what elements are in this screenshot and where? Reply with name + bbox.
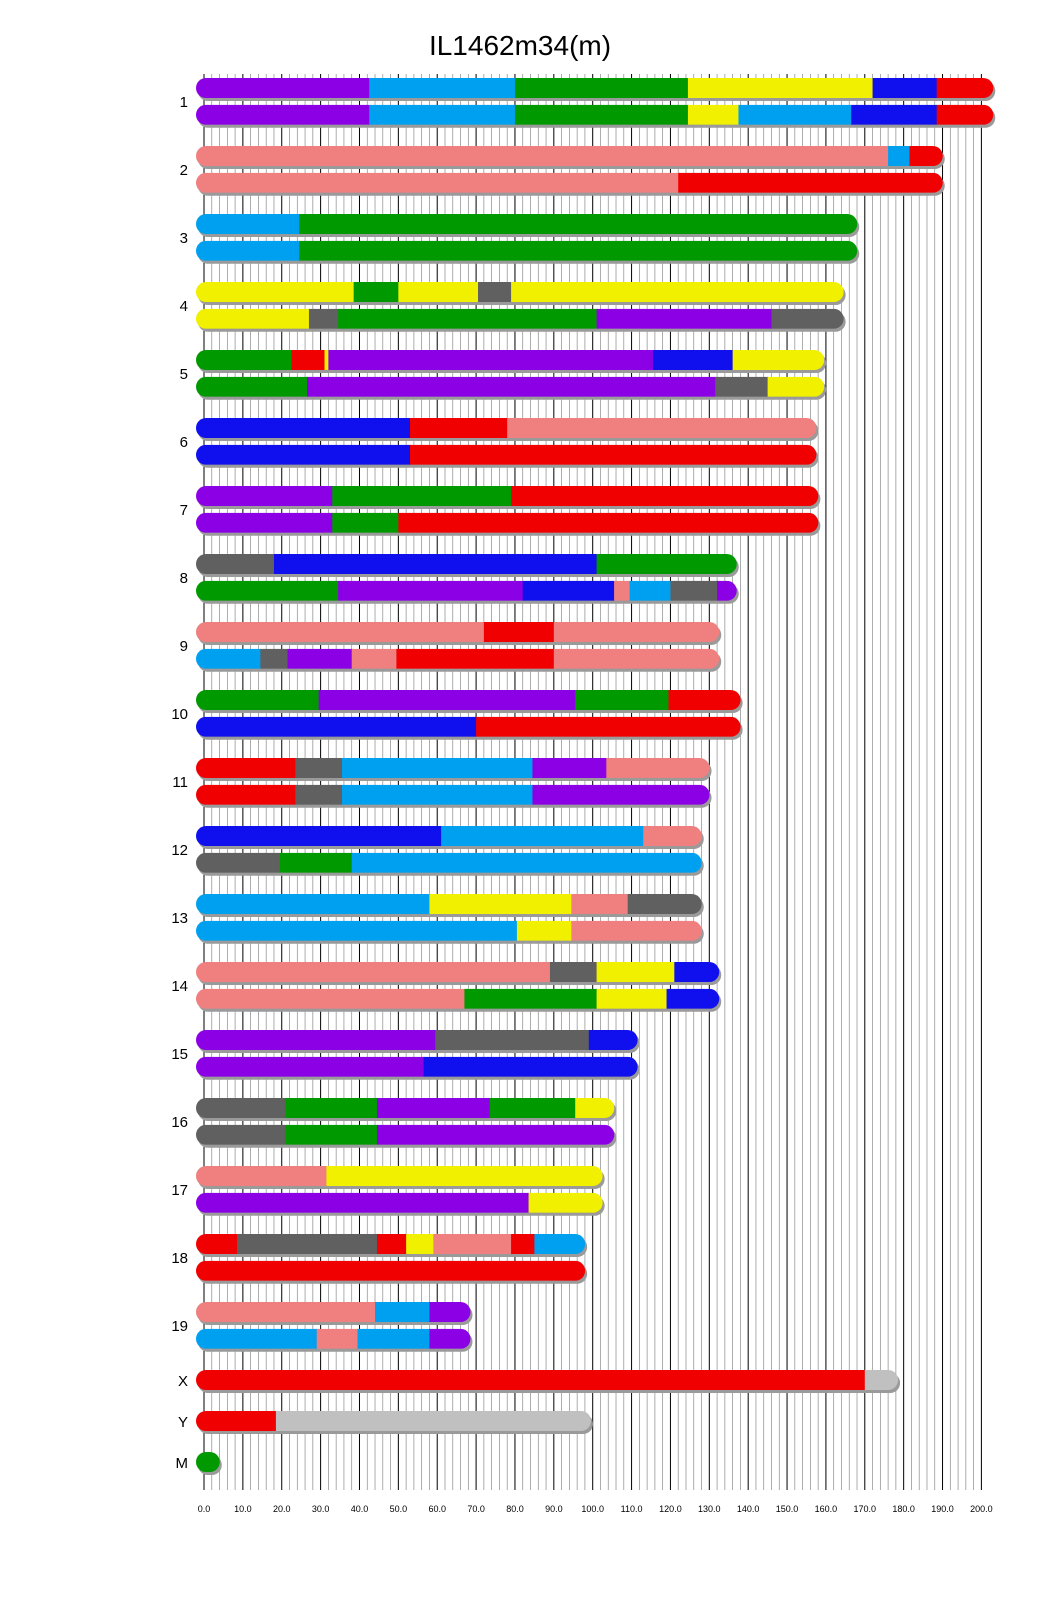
segment-green xyxy=(196,1452,220,1472)
haplotype-bar xyxy=(196,1057,638,1077)
segment-red xyxy=(511,1234,535,1254)
segment-lightblue xyxy=(369,105,515,125)
x-tick-label: 100.0 xyxy=(581,1504,604,1514)
chromosome-label: 6 xyxy=(179,433,188,451)
haplotype-bar xyxy=(196,282,844,302)
segment-yellow xyxy=(597,989,668,1009)
segment-lightblue xyxy=(196,214,300,234)
chromosome-label: 11 xyxy=(172,773,188,791)
segment-green xyxy=(196,690,319,710)
segment-red xyxy=(396,649,554,669)
haplotype-bar xyxy=(196,78,994,98)
x-tick-label: 20.0 xyxy=(272,1504,291,1514)
haplotype-bar xyxy=(196,1452,220,1472)
segment-gray xyxy=(295,758,342,778)
haplotype-bar xyxy=(196,377,825,397)
segment-lightgray xyxy=(865,1370,899,1390)
segment-yellow xyxy=(597,962,675,982)
segment-lightblue xyxy=(375,1302,430,1322)
chromosome-5 xyxy=(196,350,826,400)
segment-green xyxy=(196,350,292,370)
chromosome-17 xyxy=(196,1166,605,1216)
segment-yellow xyxy=(398,282,478,302)
haplotype-bar xyxy=(196,1234,586,1254)
segment-blue xyxy=(851,105,937,125)
segment-lightblue xyxy=(342,758,533,778)
x-tick-label: 90.0 xyxy=(545,1504,563,1514)
x-tick-label: 60.0 xyxy=(428,1504,446,1514)
segment-purple xyxy=(429,1302,471,1322)
x-tick-label: 40.0 xyxy=(350,1504,369,1514)
x-tick-label: 50.0 xyxy=(389,1504,408,1514)
segment-lightblue xyxy=(196,649,261,669)
chromosome-X xyxy=(196,1370,900,1393)
haplotype-bar xyxy=(196,1329,471,1349)
segment-blue xyxy=(274,554,597,574)
segment-lightblue xyxy=(352,853,703,873)
segment-salmon xyxy=(196,989,465,1009)
segment-purple xyxy=(377,1098,490,1118)
segment-yellow xyxy=(429,894,571,914)
chromosome-labels xyxy=(171,94,188,1472)
x-tick-label: 80.0 xyxy=(506,1504,524,1514)
segment-red xyxy=(511,486,819,506)
chromosome-label: 4 xyxy=(179,297,188,315)
segment-gray xyxy=(550,962,597,982)
segment-blue xyxy=(653,350,733,370)
haplotype-bar xyxy=(196,146,943,166)
haplotype-bar xyxy=(196,214,858,234)
haplotype-bar xyxy=(196,1302,471,1322)
segment-lightblue xyxy=(738,105,851,125)
chromosome-2 xyxy=(196,146,945,196)
x-tick-label: 130.0 xyxy=(698,1504,721,1514)
segment-yellow xyxy=(511,282,844,302)
chromosome-Y xyxy=(196,1411,593,1434)
x-axis-ticks xyxy=(198,1504,993,1514)
chromosome-label: 3 xyxy=(179,229,188,247)
segment-gray xyxy=(772,309,845,329)
segment-red xyxy=(398,513,819,533)
segment-green xyxy=(515,78,689,98)
haplotype-bar xyxy=(196,690,741,710)
chromosome-19 xyxy=(196,1302,472,1352)
segment-blue xyxy=(196,717,477,737)
segment-gray xyxy=(196,554,275,574)
segment-green xyxy=(286,1125,378,1145)
segment-red xyxy=(196,785,296,805)
segment-salmon xyxy=(317,1329,358,1349)
segment-green xyxy=(299,214,858,234)
segment-green xyxy=(490,1098,576,1118)
segment-red xyxy=(678,173,943,193)
segment-purple xyxy=(196,1057,424,1077)
x-tick-label: 120.0 xyxy=(659,1504,682,1514)
segment-yellow xyxy=(324,350,328,370)
segment-purple xyxy=(196,105,370,125)
segment-green xyxy=(286,1098,378,1118)
haplotype-bar xyxy=(196,853,702,873)
segment-gray xyxy=(260,649,288,669)
haplotype-bar xyxy=(196,649,720,669)
haplotype-bar xyxy=(196,554,737,574)
segment-purple xyxy=(196,486,333,506)
segment-purple xyxy=(196,513,333,533)
segment-salmon xyxy=(196,146,889,166)
segment-gray xyxy=(196,853,280,873)
x-tick-label: 10.0 xyxy=(234,1504,252,1514)
haplotype-bar xyxy=(196,418,817,438)
x-tick-label: 190.0 xyxy=(931,1504,954,1514)
segment-lightblue xyxy=(369,78,515,98)
segment-yellow xyxy=(688,78,873,98)
haplotype-bar xyxy=(196,1030,638,1050)
segment-salmon xyxy=(643,826,702,846)
segment-lightblue xyxy=(196,241,300,261)
chromosome-15 xyxy=(196,1030,640,1080)
segment-yellow xyxy=(517,921,572,941)
haplotype-bar xyxy=(196,445,817,465)
segment-lightgray xyxy=(276,1411,592,1431)
chromosome-label: M xyxy=(175,1455,188,1472)
chromosome-12 xyxy=(196,826,704,876)
segment-green xyxy=(280,853,353,873)
segment-red xyxy=(484,622,555,642)
segment-lightblue xyxy=(358,1329,431,1349)
haplotype-bar xyxy=(196,962,720,982)
segment-blue xyxy=(424,1057,639,1077)
chromosome-13 xyxy=(196,894,704,944)
segment-salmon xyxy=(571,894,628,914)
haplotype-bar xyxy=(196,350,825,370)
segment-blue xyxy=(523,581,615,601)
segment-blue xyxy=(196,445,411,465)
segment-lightblue xyxy=(196,921,518,941)
segment-gray xyxy=(237,1234,378,1254)
segment-purple xyxy=(288,649,353,669)
segment-blue xyxy=(674,962,720,982)
segment-lightblue xyxy=(630,581,671,601)
segment-red xyxy=(410,418,508,438)
segment-green xyxy=(354,282,399,302)
chromosome-9 xyxy=(196,622,721,672)
x-tick-label: 170.0 xyxy=(853,1504,877,1514)
segment-lightblue xyxy=(534,1234,585,1254)
haplotype-bar xyxy=(196,173,943,193)
haplotype-bar xyxy=(196,1411,592,1431)
chromosome-label: 19 xyxy=(171,1317,188,1335)
x-tick-label: 70.0 xyxy=(467,1504,485,1514)
haplotype-bar xyxy=(196,1125,615,1145)
chromosome-label: 8 xyxy=(179,569,188,587)
chromosome-label: 2 xyxy=(179,161,188,179)
segment-yellow xyxy=(733,350,825,370)
segment-purple xyxy=(196,1030,436,1050)
segment-salmon xyxy=(196,173,679,193)
segment-gray xyxy=(196,1125,286,1145)
segment-green xyxy=(299,241,858,261)
segment-purple xyxy=(338,581,523,601)
chromosome-label: 12 xyxy=(171,841,188,859)
chromosome-label: 13 xyxy=(171,909,188,927)
segment-salmon xyxy=(196,622,484,642)
haplotype-bar xyxy=(196,1193,603,1213)
segment-salmon xyxy=(614,581,630,601)
segment-gray xyxy=(309,309,339,329)
segment-blue xyxy=(873,78,938,98)
segment-salmon xyxy=(352,649,397,669)
segment-yellow xyxy=(326,1166,603,1186)
segment-salmon xyxy=(606,758,710,778)
segment-salmon xyxy=(433,1234,511,1254)
segment-purple xyxy=(307,377,716,397)
segment-red xyxy=(476,717,741,737)
segment-purple xyxy=(532,785,710,805)
segment-green xyxy=(196,377,308,397)
chromosome-label: 14 xyxy=(171,977,188,995)
haplotype-bar xyxy=(196,785,710,805)
chromosome-label: 18 xyxy=(171,1249,188,1267)
segment-salmon xyxy=(507,418,817,438)
chromosome-label: 1 xyxy=(179,93,188,111)
segment-red xyxy=(668,690,741,710)
x-tick-label: 30.0 xyxy=(311,1504,330,1514)
segment-yellow xyxy=(196,309,310,329)
segment-green xyxy=(575,690,669,710)
x-tick-label: 160.0 xyxy=(814,1504,838,1514)
segment-purple xyxy=(429,1329,471,1349)
segment-purple xyxy=(328,350,653,370)
segment-green xyxy=(464,989,597,1009)
haplotype-bar xyxy=(196,894,702,914)
haplotype-bar xyxy=(196,1166,603,1186)
haplotype-bar xyxy=(196,1098,615,1118)
segment-blue xyxy=(667,989,720,1009)
chromosome-label: 10 xyxy=(171,705,188,723)
haplotype-bar xyxy=(196,826,702,846)
chromosome-label: 5 xyxy=(179,365,188,383)
x-tick-label: 180.0 xyxy=(892,1504,915,1514)
segment-red xyxy=(196,1411,277,1431)
segment-red xyxy=(291,350,325,370)
segment-green xyxy=(332,486,511,506)
segment-gray xyxy=(478,282,512,302)
segment-gray xyxy=(715,377,768,397)
x-tick-label: 140.0 xyxy=(736,1504,760,1514)
segment-salmon xyxy=(196,962,551,982)
segment-purple xyxy=(196,1193,529,1213)
chromosome-3 xyxy=(196,214,859,264)
x-tick-label: 110.0 xyxy=(620,1504,643,1514)
segment-gray xyxy=(628,894,703,914)
haplotype-bars xyxy=(196,78,995,1475)
segment-lightblue xyxy=(441,826,644,846)
haplotype-bar xyxy=(196,921,702,941)
chart-title: IL1462m34(m) xyxy=(428,30,612,61)
segment-yellow xyxy=(196,282,354,302)
segment-purple xyxy=(319,690,576,710)
chromosome-1 xyxy=(196,78,995,128)
haplotype-bar xyxy=(196,717,741,737)
segment-yellow xyxy=(406,1234,434,1254)
segment-salmon xyxy=(196,1302,376,1322)
segment-gray xyxy=(435,1030,589,1050)
segment-yellow xyxy=(529,1193,604,1213)
segment-green xyxy=(515,105,689,125)
segment-lightblue xyxy=(888,146,910,166)
segment-lightblue xyxy=(196,1329,317,1349)
chromosome-11 xyxy=(196,758,712,808)
haplotype-bar xyxy=(196,105,994,125)
segment-red xyxy=(937,105,994,125)
chromosome-8 xyxy=(196,554,739,604)
haplotype-bar xyxy=(196,1370,899,1390)
chromosome-14 xyxy=(196,962,721,1012)
chromosome-label: 7 xyxy=(179,501,188,519)
haplotype-bar xyxy=(196,486,819,506)
segment-green xyxy=(196,581,339,601)
segment-red xyxy=(196,1370,865,1390)
segment-green xyxy=(338,309,597,329)
segment-gray xyxy=(295,785,342,805)
segment-yellow xyxy=(768,377,825,397)
x-tick-label: 0.0 xyxy=(197,1504,211,1514)
segment-blue xyxy=(589,1030,638,1050)
segment-gray xyxy=(670,581,717,601)
segment-red xyxy=(909,146,943,166)
segment-yellow xyxy=(575,1098,615,1118)
segment-lightblue xyxy=(196,894,430,914)
segment-red xyxy=(196,1261,586,1281)
chromosome-M xyxy=(196,1452,222,1475)
segment-purple xyxy=(597,309,773,329)
chromosome-18 xyxy=(196,1234,587,1284)
haplotype-bar xyxy=(196,309,844,329)
segment-salmon xyxy=(571,921,702,941)
haplotype-bar xyxy=(196,1261,586,1281)
chromosome-label: Y xyxy=(177,1414,188,1431)
haplotype-bar xyxy=(196,758,710,778)
segment-purple xyxy=(377,1125,615,1145)
segment-red xyxy=(196,1234,238,1254)
segment-yellow xyxy=(688,105,739,125)
chromosome-label: 17 xyxy=(171,1181,188,1199)
segment-red xyxy=(196,758,296,778)
segment-red xyxy=(937,78,994,98)
segment-red xyxy=(377,1234,407,1254)
chromosome-label: X xyxy=(177,1373,188,1390)
chromosome-label: 9 xyxy=(179,637,188,655)
segment-blue xyxy=(196,826,442,846)
segment-purple xyxy=(196,78,370,98)
segment-lightblue xyxy=(342,785,533,805)
chromosome-label: 15 xyxy=(171,1045,188,1063)
segment-salmon xyxy=(196,1166,327,1186)
haplotype-bar xyxy=(196,241,858,261)
segment-salmon xyxy=(554,649,720,669)
haplotype-bar xyxy=(196,989,720,1009)
segment-red xyxy=(410,445,817,465)
x-tick-label: 150.0 xyxy=(775,1504,799,1514)
segment-purple xyxy=(532,758,606,778)
segment-salmon xyxy=(554,622,720,642)
chromosome-label: 16 xyxy=(171,1113,188,1131)
segment-green xyxy=(332,513,399,533)
haplotype-bar xyxy=(196,622,720,642)
segment-green xyxy=(597,554,738,574)
haplotype-bar xyxy=(196,581,737,601)
haplotype-bar xyxy=(196,513,819,533)
segment-gray xyxy=(196,1098,286,1118)
chromosome-10 xyxy=(196,690,743,740)
x-tick-label: 200.0 xyxy=(970,1504,993,1514)
segment-blue xyxy=(196,418,411,438)
